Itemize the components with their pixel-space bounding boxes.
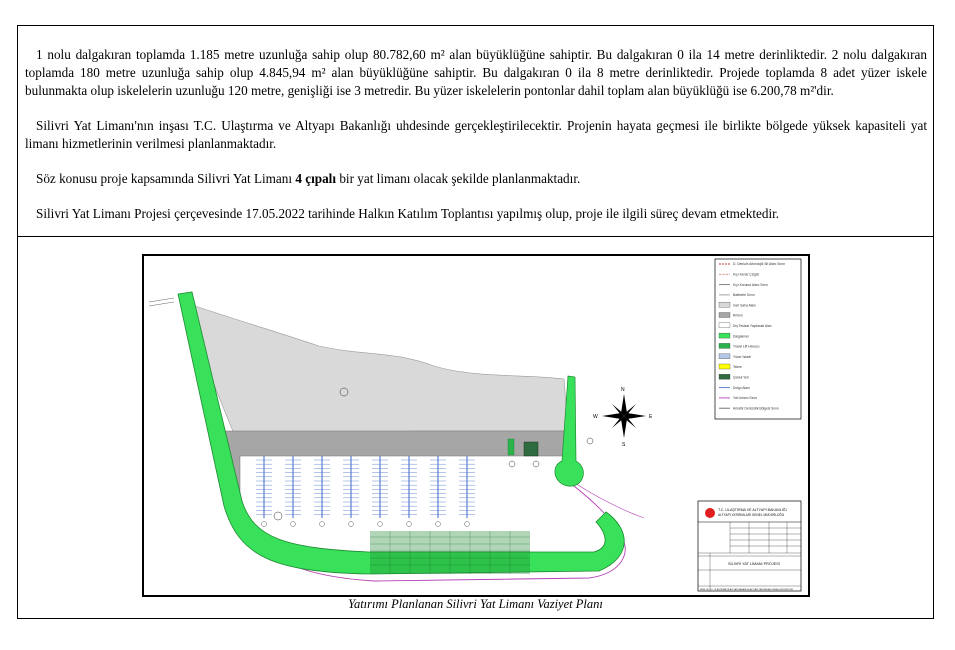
pontoon-number-marker: [291, 522, 296, 527]
legend-swatch: [719, 333, 730, 338]
legend-label: Yat Limanı Sınırı: [733, 396, 758, 401]
legend-label: Dolgu Alanı: [733, 385, 750, 390]
legend-swatch: [719, 364, 730, 369]
compass-n: N: [621, 387, 625, 393]
legend-item: [719, 323, 772, 328]
legend-item: [719, 302, 756, 307]
legend-label: Yüzer İskele: [733, 354, 752, 359]
legend-label: Amatör Denizcilik Bölgesi Sınırı: [733, 406, 779, 411]
outer-boundary: [568, 376, 644, 518]
paragraph-anchor-rating: [25, 170, 927, 188]
legend-swatch: [719, 323, 730, 328]
text-cell: [18, 26, 933, 237]
floating-pontoons: [256, 456, 475, 527]
paragraph-breakwaters: 1 nolu dalgakıran toplamda 1.185 metre uzunluğa sahip olup 80.782,60 m² alan büyüklüğüne sahiptir. Bu dalgakıran 0 ila 14 metre derinliktedir. 2 nolu dalgakıran toplamda 180 metre uzunluğa sahip olup 4.845,94 m² alan büyüklüğüne sahiptir. Bu dalgakıran 0 ila 8 metre derinliktedir. Projede toplamda 8 adet yüzer iskele bulunmakta olup iskelelerin uzunluğu 120 metre, genişliği ise 3 metredir. Bu yüzer iskelelerin pontonlar dahil toplam alan büyüklüğü ise 6.200,78 m²'dir.: [25, 47, 927, 98]
title-block: [698, 501, 801, 591]
legend-label: Kıyı Koruma Alanı Sınırı: [733, 282, 769, 287]
figure-cell: [18, 237, 933, 619]
paragraph-text-before: Söz konusu proje kapsamında Silivri Yat Limanı: [36, 171, 296, 186]
pontoon-number-marker: [436, 522, 441, 527]
pontoon-number-marker: [407, 522, 412, 527]
document-table: [17, 25, 934, 619]
site-plan-drawing: [142, 254, 810, 597]
marker-circle: [533, 461, 539, 467]
compass-e: E: [649, 414, 653, 420]
legend-label: Dalgakıran: [733, 334, 749, 339]
figure-caption: Yatırımı Planlanan Silivri Yat Limanı Vaziyet Planı: [348, 597, 603, 611]
title-block-footer: MÜELLİF: T.C. ULAŞTIRMA VE ALTYAPI BAKANLIĞI ALTYAPI YATIRIMLARI GENEL MÜDÜRLÜĞÜ: [700, 589, 794, 591]
legend-swatch: [719, 343, 730, 348]
pontoon-number-marker: [349, 522, 354, 527]
legend-label: Çekek Yeri: [733, 375, 749, 380]
legend-label: D. Deniz/a Arkeolojik Sit Alanı Sınırı: [733, 262, 786, 267]
legend-label: Tekne: [733, 365, 742, 370]
legend-swatch: [719, 354, 730, 359]
legend-item: [719, 374, 749, 379]
legend-swatch: [719, 302, 730, 307]
legend-label: Batimetri Sınırı: [733, 293, 755, 298]
legend-label: Travel Lift Havuzu: [733, 344, 760, 349]
marker-circle: [509, 461, 515, 467]
ministry-logo: [705, 508, 715, 518]
marker-circle: [587, 438, 593, 444]
slipway: [524, 442, 538, 456]
pontoon-number-marker: [465, 522, 470, 527]
travel-lift: [508, 439, 514, 455]
legend-swatch: [719, 313, 730, 318]
legend-item: [719, 333, 749, 338]
compass-w: W: [593, 414, 598, 420]
paragraph-text-after: bir yat limanı olacak şekilde planlanmaktadır.: [336, 171, 581, 186]
bold-anchor-count: 4 çıpalı: [295, 171, 337, 186]
legend-label: Rıhtım: [733, 313, 743, 318]
legend-label: Kıyı Kenar Çizgisi: [733, 272, 760, 277]
pontoon-number-marker: [320, 522, 325, 527]
legend-item: [719, 354, 751, 359]
harbor-entrance-mark: [149, 298, 174, 306]
compass-s: S: [622, 442, 626, 448]
paragraph-meeting: Silivri Yat Limanı Projesi çerçevesinde 17.05.2022 tarihinde Halkın Katılım Toplantısı yapılmış olup, proje ile ilgili süreç devam etmektedir.: [36, 206, 780, 221]
north-arrow: [593, 387, 653, 448]
legend-label: Geri Saha Alanı: [733, 303, 757, 308]
legend-swatch: [719, 374, 730, 379]
pontoon-number-marker: [262, 522, 267, 527]
marker-circle: [274, 512, 282, 520]
ministry-name: T.C. ULAŞTIRMA VE ALTYAPI BAKANLIĞI: [718, 508, 787, 512]
legend-panel: [715, 259, 801, 419]
legend-item: [719, 343, 760, 348]
pontoon-number-marker: [378, 522, 383, 527]
directorate-name: ALTYAPI YATIRIMLARI GENEL MÜDÜRLÜĞÜ: [718, 513, 785, 517]
backland-area: [180, 301, 568, 434]
legend-label: Dış Tesisat Yapılacak Alan: [733, 324, 772, 328]
paragraph-construction: Silivri Yat Limanı'nın inşası T.C. Ulaştırma ve Altyapı Bakanlığı uhdesinde gerçekleştirilecektir. Projenin hayata geçmesi ile birlikte bölgede yüksek kapasiteli yat limanı hizmetlerinin verilmesi planlanmaktadır.: [25, 118, 927, 151]
project-title: SİLİVRİ YAT LİMANI PROJESİ: [728, 562, 780, 566]
